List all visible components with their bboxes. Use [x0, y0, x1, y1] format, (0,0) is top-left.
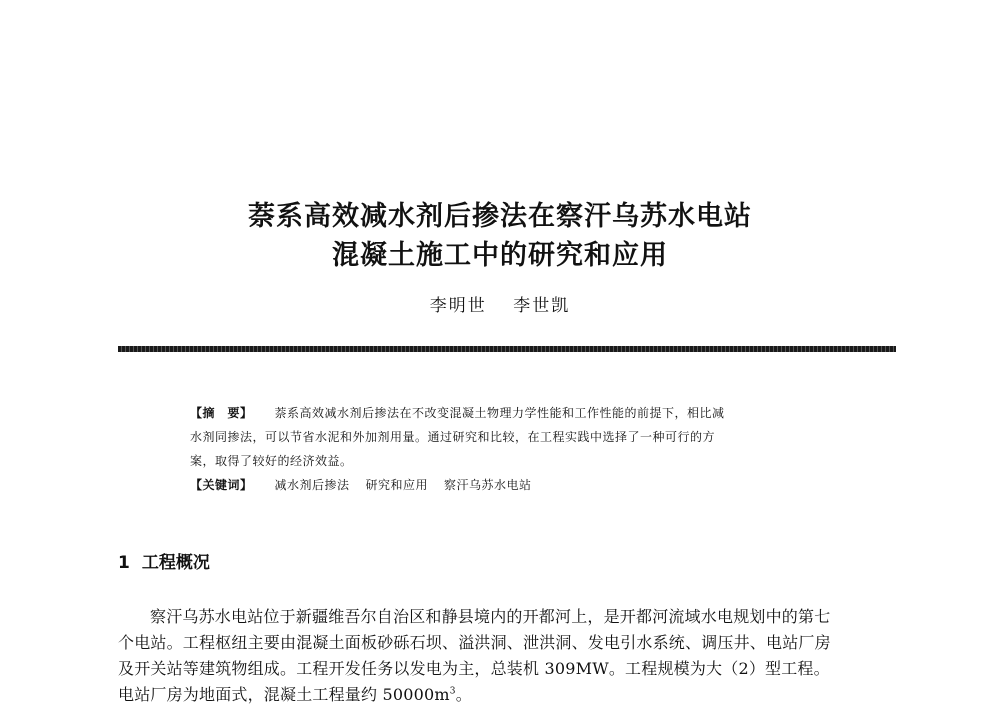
- section-number: 1: [118, 553, 130, 573]
- body-text-line-2: 个电站。工程枢纽主要由混凝土面板砂砾石坝、溢洪洞、泄洪洞、发电引水系统、调压井、电站厂房: [118, 633, 831, 652]
- unit-superscript: 3: [449, 686, 456, 697]
- section-title: 工程概况: [141, 553, 210, 573]
- keywords-line: [190, 476, 850, 493]
- keyword-item: 察汗乌苏水电站: [444, 478, 532, 492]
- body-text-line-3: 及开关站等建筑物组成。工程开发任务以发电为主，总装机 309MW。工程规模为大（2）型工程。: [118, 659, 830, 678]
- header-divider: [118, 346, 896, 352]
- abstract-text-1: 萘系高效减水剂后掺法在不改变混凝土物理力学性能和工作性能的前提下，相比减: [274, 406, 725, 420]
- body-text-line-4: [118, 682, 472, 705]
- keyword-item: 研究和应用: [365, 478, 429, 492]
- abstract-line-1: [190, 404, 850, 421]
- abstract-line-3: 案，取得了较好的经济效益。: [190, 454, 353, 468]
- body-text-line-4-main: 电站厂房为地面式，混凝土工程量约 50000m: [118, 685, 450, 704]
- abstract-label: 【摘 要】: [190, 406, 253, 420]
- keywords-label: 【关键词】: [190, 478, 253, 492]
- paper-title-line-2: 混凝土施工中的研究和应用: [332, 240, 668, 271]
- author-names: 李明世 李世凯: [429, 296, 571, 316]
- keyword-item: 减水剂后掺法: [274, 478, 350, 492]
- abstract-line-2: 水剂同掺法，可以节省水泥和外加剂用量。通过研究和比较，在工程实践中选择了一种可行的方: [190, 430, 716, 444]
- body-text-line-1: 察汗乌苏水电站位于新疆维吾尔自治区和静县境内的开都河上，是开都河流域水电规划中的第七: [150, 607, 831, 626]
- paper-title-line-1: 萘系高效减水剂后掺法在察汗乌苏水电站: [248, 201, 752, 232]
- body-text-line-4-end: 。: [455, 685, 472, 704]
- section-heading: [118, 548, 210, 573]
